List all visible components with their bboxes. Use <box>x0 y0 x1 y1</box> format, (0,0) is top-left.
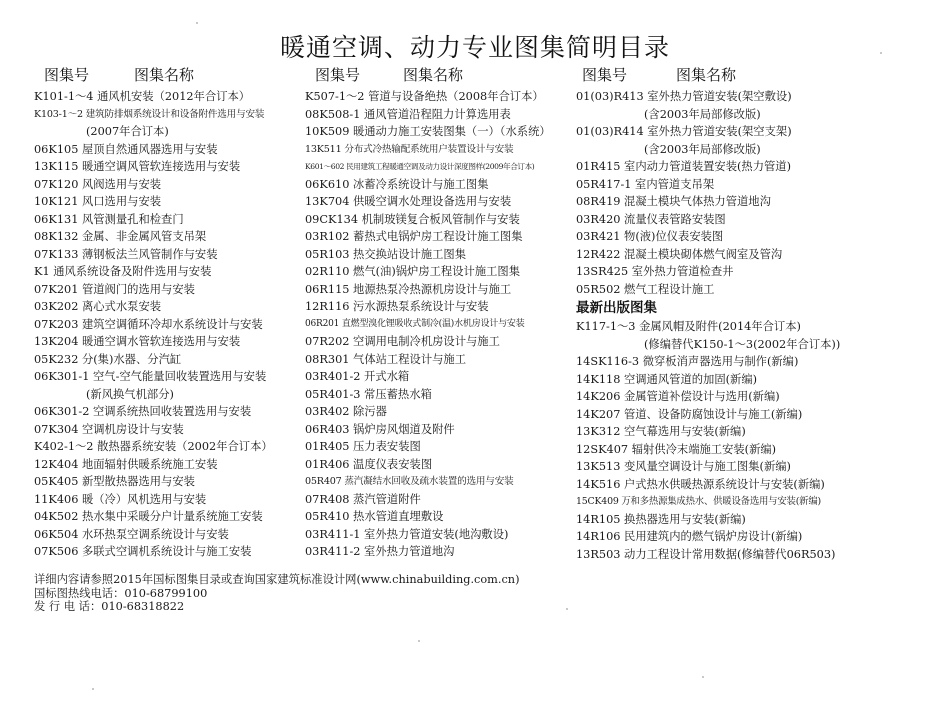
catalog-entry: 05R410 热水管道直埋敷设 <box>305 510 444 523</box>
new-publications-heading: 最新出版图集 <box>576 300 657 316</box>
catalog-entry: 08R419 混凝土模块气体热力管道地沟 <box>576 195 771 208</box>
catalog-entry: 14K206 金属管道补偿设计与选用(新编) <box>576 390 780 403</box>
footer-distribution-phone: 发 行 电 话：010-68318822 <box>34 600 185 613</box>
catalog-entry: 01R406 温度仪表安装图 <box>305 457 433 471</box>
catalog-entry: 06R403 锅炉房风烟道及附件 <box>305 422 455 436</box>
catalog-entry: 08R301 气体站工程设计与施工 <box>305 352 467 366</box>
footer-hotline: 国标图热线电话：010-68799100 <box>34 586 208 600</box>
catalog-entry: 03R411-1 室外热力管道安装(地沟敷设) <box>305 527 509 541</box>
catalog-entry: 05R502 燃气工程设计施工 <box>576 282 715 296</box>
catalog-entry: 14R106 民用建筑内的燃气锅炉房设计(新编) <box>576 530 803 543</box>
scan-speck <box>92 688 94 690</box>
catalog-entry: 03R420 流量仪表管路安装图 <box>576 212 726 226</box>
header-code: 图集号 <box>315 66 361 84</box>
catalog-entry: 13R503 动力工程设计常用数据(修编替代06R503) <box>576 547 836 561</box>
catalog-entry: 05R407 蒸汽凝结水回收及疏水装置的选用与安装 <box>305 476 514 487</box>
catalog-entry-continuation: (新风换气机部分) <box>86 387 174 401</box>
catalog-entry: K601～602 民用建筑工程暖通空调及动力设计深度图样(2009年合订本) <box>305 162 535 171</box>
catalog-entry: 07R408 蒸汽管道附件 <box>305 492 421 506</box>
catalog-entry: 14K207 管道、设备防腐蚀设计与施工(新编) <box>576 407 803 421</box>
catalog-entry: 03R102 蓄热式电锅炉房工程设计施工图集 <box>305 230 523 243</box>
catalog-entry: 06R115 地源热泵冷热源机房设计与施工 <box>305 282 512 296</box>
catalog-entry: 12R422 混凝土模块砌体燃气阀室及管沟 <box>576 247 783 261</box>
catalog-entry: 01R405 压力表安装图 <box>305 440 421 453</box>
catalog-entry: 08K508-1 通风管道沿程阻力计算选用表 <box>305 107 511 121</box>
catalog-entry: 12R116 污水源热泵系统设计与安装 <box>305 300 489 313</box>
catalog-entry: 03R402 除污器 <box>305 405 387 418</box>
catalog-entry: 02R110 燃气(油)锅炉房工程设计施工图集 <box>305 265 521 278</box>
catalog-entry: 14SK116-3 微穿板消声器选用与制作(新编) <box>576 355 799 368</box>
catalog-entry: 06K301-2 空调系统热回收装置选用与安装 <box>34 405 252 418</box>
catalog-entry-continuation: (含2003年局部修改版) <box>644 107 761 121</box>
catalog-entry-continuation: (含2003年局部修改版) <box>644 142 761 156</box>
scan-speck <box>196 22 198 24</box>
catalog-entry: 10K509 暖通动力施工安装图集（一）（水系统） <box>305 125 551 138</box>
catalog-entry: 15CK409 万和多热源集成热水、供暖设备选用与安装(新编) <box>576 496 821 507</box>
column-header <box>576 64 906 88</box>
catalog-entry: 05R103 热交换站设计施工图集 <box>305 247 467 261</box>
catalog-column-2 <box>305 64 573 561</box>
scan-speck <box>702 676 704 678</box>
catalog-entry-continuation: (修编替代K150-1～3(2002年合订本)) <box>644 337 841 351</box>
column-header <box>305 64 573 88</box>
catalog-entry: 13K511 分布式冷热输配系统用户装置设计与安装 <box>305 143 514 155</box>
catalog-entry: 03R401-2 开式水箱 <box>305 370 410 383</box>
catalog-entry: 11K406 暖（冷）风机选用与安装 <box>34 492 207 506</box>
catalog-entry: 06K105 屋顶自然通风器选用与安装 <box>34 142 218 156</box>
catalog-entry: 09CK134 机制玻镁复合板风管制作与安装 <box>305 212 520 226</box>
footer-contact-info <box>34 573 519 614</box>
catalog-entry: 05K405 新型散热器选用与安装 <box>34 475 195 488</box>
catalog-entry: 06K504 水环热泵空调系统设计与安装 <box>34 527 229 541</box>
catalog-entry: 14R105 换热器选用与安装(新编) <box>576 512 746 526</box>
catalog-entry: 13K513 变风量空调设计与施工图集(新编) <box>576 460 791 473</box>
catalog-entry: 12K404 地面辐射供暖系统施工安装 <box>34 457 218 471</box>
catalog-entry: 10K121 风口选用与安装 <box>34 195 162 208</box>
catalog-entry: 03R421 物(液)位仪表安装图 <box>576 230 724 243</box>
catalog-entry: 07K120 风阀选用与安装 <box>34 177 162 191</box>
scan-speck <box>880 52 882 54</box>
catalog-entry: K1 通风系统设备及附件选用与安装 <box>34 265 212 278</box>
catalog-entry: 06K131 风管测量孔和检查门 <box>34 212 184 226</box>
catalog-entry: 06K610 冰蓄冷系统设计与施工图集 <box>305 177 489 191</box>
catalog-entry: K402-1～2 散热器系统安装（2002年合订本） <box>34 440 273 453</box>
catalog-entry: 03R411-2 室外热力管道地沟 <box>305 545 455 558</box>
footer-reference-note: 详细内容请参照2015年国标图集目录或查询国家建筑标准设计网(www.chinabuilding.com.cn) <box>34 573 520 586</box>
catalog-entry: 01(03)R414 室外热力管道安装(架空支架) <box>576 125 792 138</box>
catalog-entry: 01R415 室内动力管道装置安装(热力管道) <box>576 160 792 173</box>
catalog-entry: 13K204 暖通空调水管软连接选用与安装 <box>34 335 241 348</box>
catalog-entry: 13SR425 室外热力管道检查井 <box>576 265 734 278</box>
column-header <box>34 64 306 88</box>
header-name: 图集名称 <box>134 66 195 84</box>
catalog-entry: 05R417-1 室内管道支吊架 <box>576 177 715 191</box>
catalog-entry: 01(03)R413 室外热力管道安装(架空敷设) <box>576 90 792 103</box>
catalog-entry: K101-1～4 通风机安装（2012年合订本） <box>34 90 251 103</box>
catalog-entry: K117-1～3 金属风帽及附件(2014年合订本) <box>576 320 801 333</box>
page-title: 暖通空调、动力专业图集简明目录 <box>279 33 670 62</box>
catalog-entry: 03K202 离心式水泵安装 <box>34 300 162 313</box>
header-code: 图集号 <box>582 66 628 84</box>
catalog-entry-continuation: (2007年合订本) <box>86 125 169 138</box>
scan-speck <box>566 608 568 610</box>
catalog-entry: K103-1～2 建筑防排烟系统设计和设备附件选用与安装 <box>34 108 265 120</box>
catalog-entry: K507-1～2 管道与设备绝热（2008年合订本） <box>305 90 544 103</box>
catalog-entry: 07K133 薄钢板法兰风管制作与安装 <box>34 247 218 261</box>
catalog-entry: 06R201 直燃型溴化锂吸收式制冷(温)水机房设计与安装 <box>305 318 525 329</box>
catalog-entry: 12SK407 辐射供冷末端施工安装(新编) <box>576 442 777 456</box>
catalog-entry: 05K232 分(集)水器、分汽缸 <box>34 352 182 366</box>
catalog-entry: 14K118 空调通风管道的加固(新编) <box>576 372 758 386</box>
catalog-entry: 07K203 建筑空调循环冷却水系统设计与安装 <box>34 317 263 331</box>
catalog-column-1 <box>34 64 306 561</box>
catalog-entry: 07K201 管道阀门的选用与安装 <box>34 282 195 296</box>
catalog-entry: 07K506 多联式空调机系统设计与施工安装 <box>34 545 252 558</box>
catalog-entry: 13K312 空气幕选用与安装(新编) <box>576 425 746 438</box>
catalog-entry: 13K704 供暖空调水处理设备选用与安装 <box>305 195 512 208</box>
catalog-entry: 05R401-3 常压蓄热水箱 <box>305 387 432 401</box>
header-name: 图集名称 <box>403 66 464 84</box>
catalog-entry: 13K115 暖通空调风管软连接选用与安装 <box>34 160 241 173</box>
header-code: 图集号 <box>44 66 90 84</box>
catalog-entry: 14K516 户式热水供暖热源系统设计与安装(新编) <box>576 477 825 491</box>
catalog-entry: 07K304 空调机房设计与安装 <box>34 422 184 436</box>
catalog-entry: 04K502 热水集中采暖分户计量系统施工安装 <box>34 510 263 523</box>
catalog-entry: 06K301-1 空气-空气能量回收装置选用与安装 <box>34 370 267 383</box>
scan-speck <box>418 640 420 642</box>
catalog-entry: 08K132 金属、非金属风管支吊架 <box>34 230 207 243</box>
catalog-column-3 <box>576 64 906 563</box>
header-name: 图集名称 <box>676 66 737 84</box>
catalog-entry: 07R202 空调用电制冷机房设计与施工 <box>305 335 500 348</box>
